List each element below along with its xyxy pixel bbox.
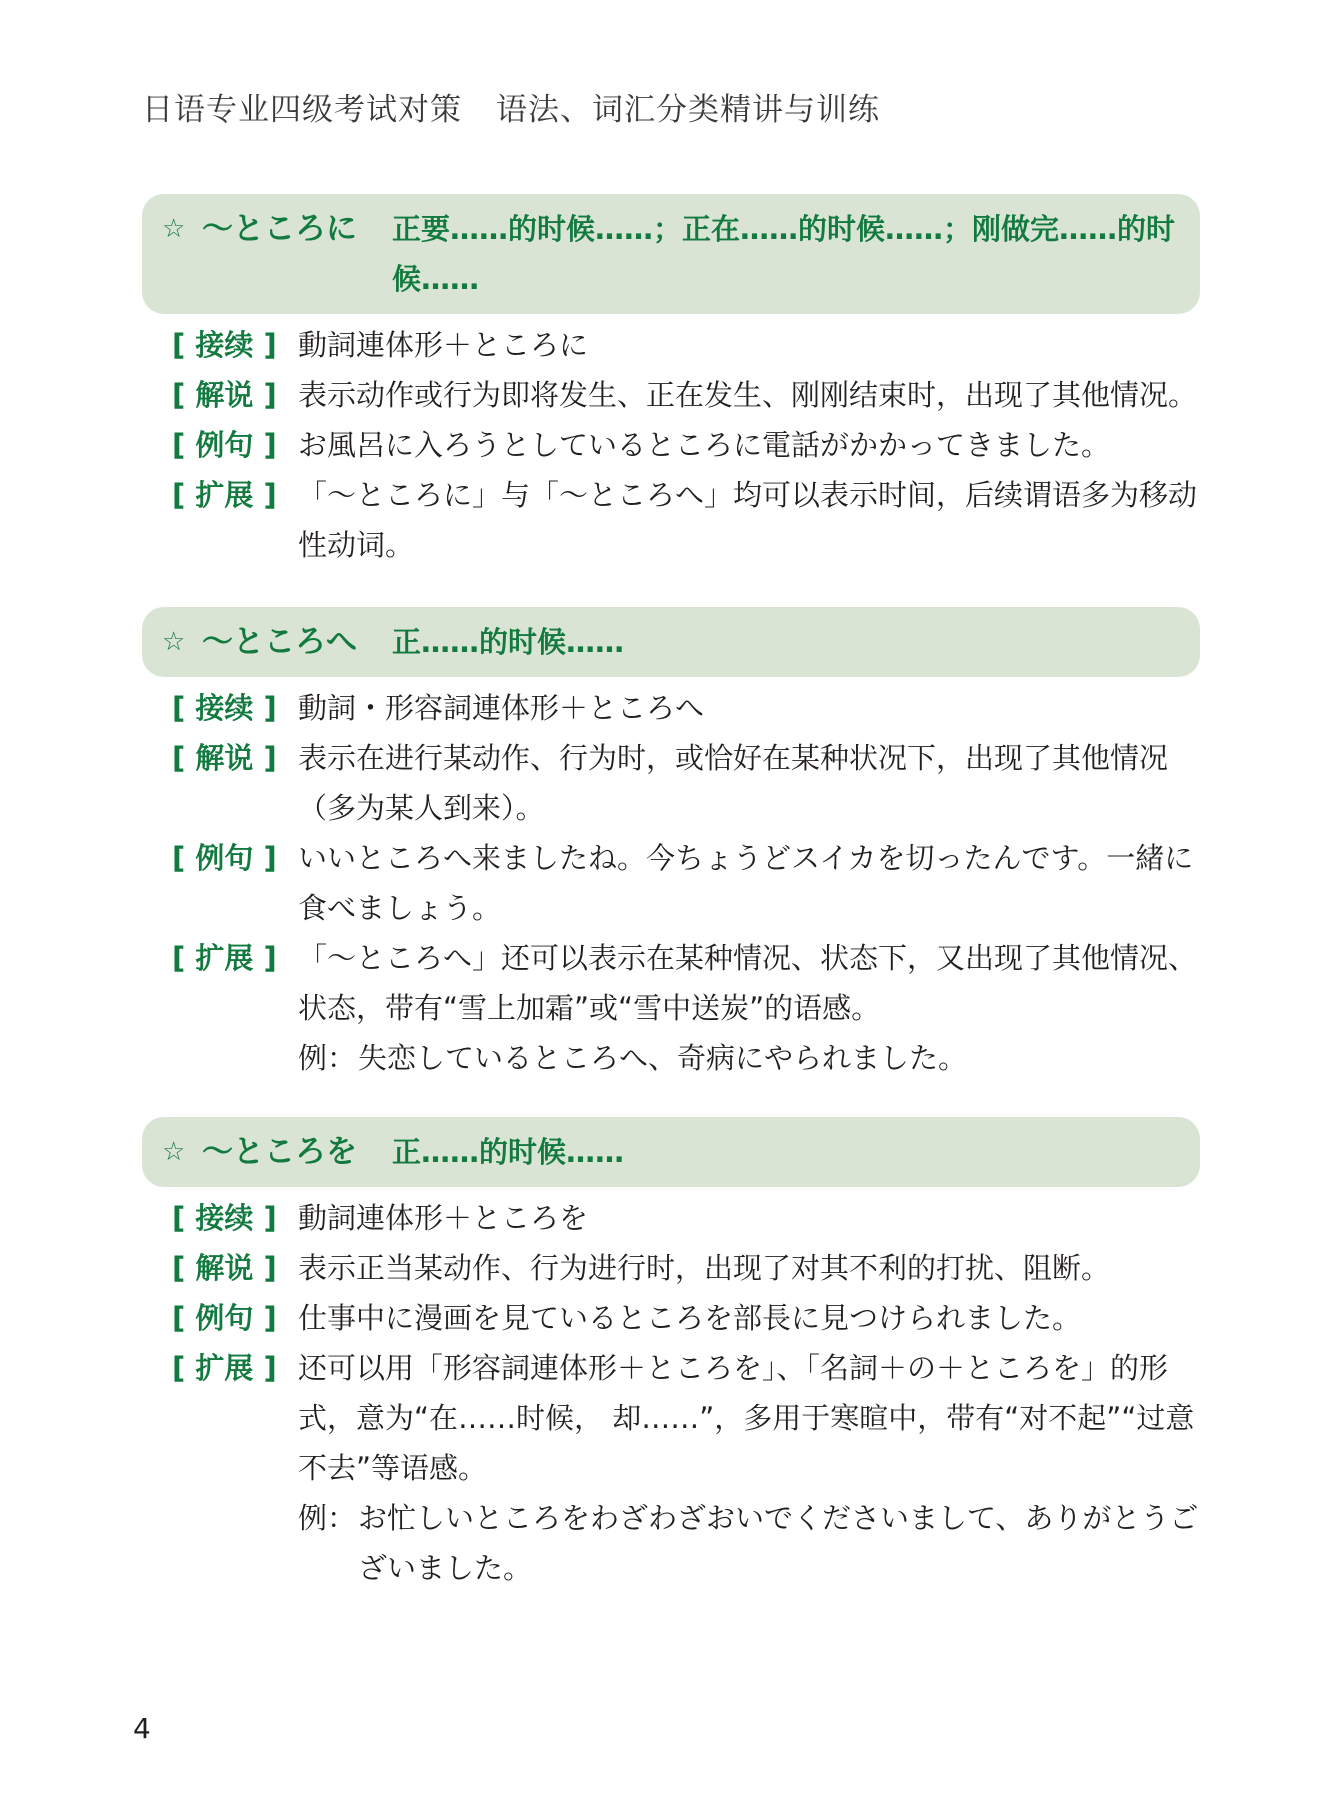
connection-label: [ 接续 ]	[172, 1201, 277, 1235]
grammar-pattern: ～ところを	[202, 1134, 357, 1170]
extension-example-text: 失恋しているところへ、奇病にやられました。	[358, 1041, 968, 1075]
book-subtitle: 语法、词汇分类精讲与训练	[496, 92, 880, 128]
example-text: 仕事中に漫画を見ているところを部長に見つけられました。	[298, 1301, 1082, 1335]
grammar-heading-bar	[142, 194, 1200, 314]
grammar-section-tokoroni	[142, 194, 1200, 570]
connection-text: 動詞連体形＋ところを	[298, 1201, 589, 1235]
explanation-entry	[142, 1243, 1200, 1293]
connection-text: 動詞・形容詞連体形＋ところへ	[298, 691, 705, 725]
connection-entry	[142, 683, 1200, 733]
grammar-meaning: 正……的时候……	[392, 1135, 625, 1169]
connection-entry	[142, 1193, 1200, 1243]
explanation-entry	[142, 733, 1200, 833]
grammar-meaning: 正要……的时候……；正在……的时候……；刚做完……的时候……	[392, 212, 1176, 296]
connection-label: [ 接续 ]	[172, 691, 277, 725]
example-label: [ 例句 ]	[172, 1301, 277, 1335]
extension-label: [ 扩展 ]	[172, 478, 277, 512]
example-label: [ 例句 ]	[172, 428, 277, 462]
book-title: 日语专业四级考试对策	[142, 92, 462, 128]
grammar-section-tokorohe	[142, 607, 1200, 1083]
running-header	[142, 84, 880, 129]
grammar-heading-bar	[142, 607, 1200, 677]
explanation-text: 表示正当某动作、行为进行时，出现了对其不利的打扰、阻断。	[298, 1251, 1111, 1285]
example-entry	[142, 1293, 1200, 1343]
explanation-label: [ 解说 ]	[172, 378, 277, 412]
explanation-text: 表示在进行某动作、行为时，或恰好在某种状况下，出现了其他情况（多为某人到来）。	[298, 741, 1169, 825]
extension-label: [ 扩展 ]	[172, 941, 277, 975]
star-icon: ☆	[162, 1137, 186, 1167]
explanation-entry	[142, 370, 1200, 420]
extension-label: [ 扩展 ]	[172, 1351, 277, 1385]
explanation-label: [ 解说 ]	[172, 1251, 277, 1285]
example-entry	[142, 833, 1200, 933]
extension-text: 还可以用「形容詞連体形＋ところを」、「名詞＋の＋ところを」的形式，意为“在……时候， 却……”，多用于寒暄中，带有“对不起”“过意不去”等语感。	[298, 1351, 1195, 1485]
extension-example-text: お忙しいところをわざわざおいでくださいまして、ありがとうございました。	[358, 1501, 1199, 1585]
example-entry	[142, 420, 1200, 470]
extension-entry	[142, 933, 1200, 1083]
extension-entry	[142, 470, 1200, 570]
page-number: 4	[133, 1712, 151, 1745]
grammar-pattern: ～ところに	[202, 211, 357, 247]
connection-label: [ 接续 ]	[172, 328, 277, 362]
extension-text: 「～ところへ」还可以表示在某种情况、状态下，又出现了其他情况、状态，带有“雪上加霜”或“雪中送炭”的语感。	[298, 941, 1198, 1025]
star-icon: ☆	[162, 627, 186, 657]
extension-entry	[142, 1343, 1200, 1593]
grammar-pattern: ～ところへ	[202, 624, 357, 660]
example-prefix: 例：	[298, 1041, 357, 1075]
example-prefix: 例：	[298, 1501, 357, 1535]
example-label: [ 例句 ]	[172, 841, 277, 875]
star-icon: ☆	[162, 214, 186, 244]
explanation-text: 表示动作或行为即将发生、正在发生、刚刚结束时，出现了其他情况。	[298, 378, 1198, 412]
explanation-label: [ 解说 ]	[172, 741, 277, 775]
extension-example	[298, 1033, 1200, 1083]
grammar-section-tokorowo	[142, 1117, 1200, 1593]
example-text: いいところへ来ましたね。今ちょうどスイカを切ったんです。一緒に食べましょう。	[298, 841, 1194, 925]
extension-example	[298, 1493, 1200, 1593]
example-text: お風呂に入ろうとしているところに電話がかかってきました。	[298, 428, 1111, 462]
extension-text: 「～ところに」与「～ところへ」均可以表示时间，后续谓语多为移动性动词。	[298, 478, 1198, 562]
connection-entry	[142, 320, 1200, 370]
connection-text: 動詞連体形＋ところに	[298, 328, 589, 362]
grammar-meaning: 正……的时候……	[392, 625, 625, 659]
grammar-heading-bar	[142, 1117, 1200, 1187]
